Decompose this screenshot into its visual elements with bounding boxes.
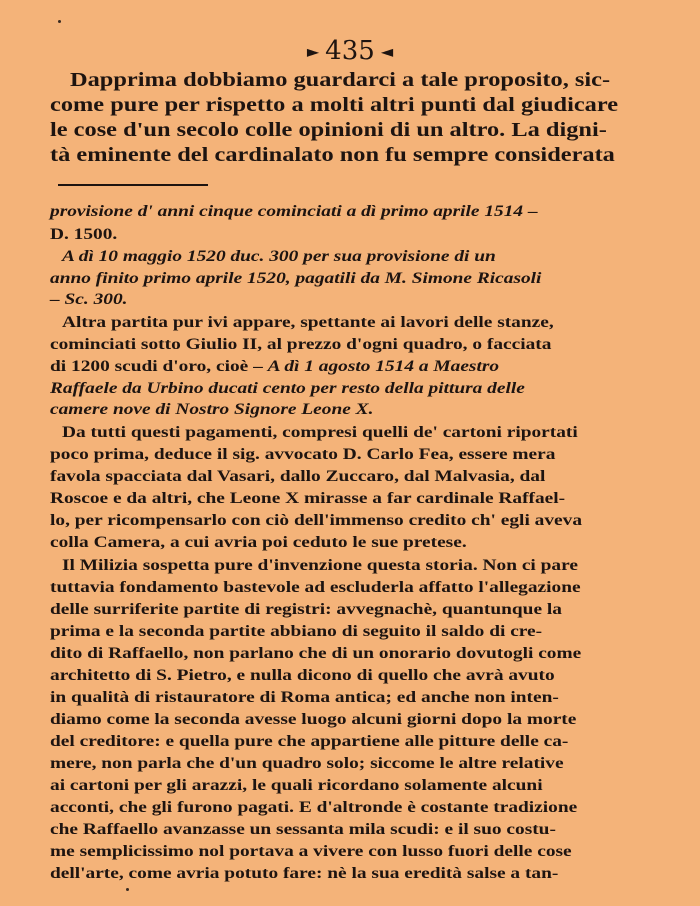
footnote-line: me semplicissimo nol portava a vivere con lusso fuori delle cose bbox=[50, 843, 572, 860]
footnote-line: Raffaele da Urbino ducati cento per resto della pittura delle bbox=[50, 380, 525, 397]
footnote-line: Altra partita pur ivi appare, spettante ai lavori delle stanze, bbox=[62, 314, 554, 331]
footnote-line: architetto di S. Pietro, e nulla dicono di quello che avrà avuto bbox=[50, 667, 555, 684]
footnote-line: cominciati sotto Giulio II, al prezzo d'ogni quadro, o facciata bbox=[50, 336, 552, 353]
footnote-text-italic: A dì 1 agosto 1514 a Maestro bbox=[267, 358, 500, 375]
footnote-line: mere, non parla che d'un quadro solo; siccome le altre relative bbox=[50, 755, 564, 772]
footnote-line: Da tutti questi pagamenti, compresi quelli de' cartoni riportati bbox=[62, 424, 578, 441]
footnote-rule bbox=[58, 184, 208, 186]
footnote-line: diamo come la seconda avesse luogo alcuni giorni dopo la morte bbox=[50, 711, 577, 728]
footnote-line: poco prima, deduce il sig. avvocato D. Carlo Fea, essere mera bbox=[50, 446, 556, 463]
footnote-line: D. 1500. bbox=[50, 226, 118, 243]
footnote-line: anno finito primo aprile 1520, pagatili da M. Simone Ricasoli bbox=[50, 270, 542, 287]
paper-speck bbox=[126, 888, 129, 891]
footnote-line: delle surriferite partite di registri: avvegnachè, quantunque la bbox=[50, 601, 562, 618]
footnote-line: lo, per ricompensarlo con ciò dell'immenso credito ch' egli aveva bbox=[50, 512, 583, 529]
footnote-line: in qualità di ristauratore di Roma antica; ed anche non inten- bbox=[50, 689, 559, 706]
main-text-line: tà eminente del cardinalato non fu sempre considerata bbox=[50, 145, 615, 166]
footnote-line: provisione d' anni cinque cominciati a dì primo aprile 1514 – bbox=[50, 203, 538, 220]
footnote-line: dell'arte, come avria potuto fare: nè la sua eredità salse a tan- bbox=[50, 865, 559, 882]
page-number: 435 bbox=[325, 36, 375, 66]
footnote-line: – Sc. 300. bbox=[50, 291, 128, 308]
paper-speck bbox=[58, 20, 61, 23]
main-text-line: le cose d'un secolo colle opinioni di un altro. La digni- bbox=[50, 120, 607, 141]
footnote-line: del creditore: e quella pure che appartiene alle pitture delle ca- bbox=[50, 733, 569, 750]
page-header bbox=[0, 36, 700, 67]
footnote-line: Il Milizia sospetta pure d'invenzione questa storia. Non ci pare bbox=[62, 557, 578, 574]
footnote-line: A dì 10 maggio 1520 duc. 300 per sua provisione di un bbox=[62, 248, 496, 265]
main-text-line: come pure per rispetto a molti altri punti dal giudicare bbox=[50, 95, 619, 116]
footnote-text: di 1200 scudi d'oro, cioè – bbox=[50, 358, 263, 375]
footnote-line: colla Camera, a cui avria poi ceduto le sue pretese. bbox=[50, 534, 467, 551]
footnote-line: tuttavia fondamento bastevole ad escluderla affatto l'allegazione bbox=[50, 579, 581, 596]
footnote-line: camere nove di Nostro Signore Leone X. bbox=[50, 401, 374, 418]
footnote-line bbox=[50, 358, 499, 376]
footnote-line: ai cartoni per gli arazzi, le quali ricordano solamente alcuni bbox=[50, 777, 543, 794]
left-ornament-icon: ► bbox=[306, 42, 320, 61]
footnote-line: acconti, che gli furono pagati. E d'altronde è costante tradizione bbox=[50, 799, 578, 816]
footnote-line: che Raffaello avanzasse un sessanta mila scudi: e il suo costu- bbox=[50, 821, 556, 838]
footnote-line: favola spacciata dal Vasari, dallo Zuccaro, dal Malvasia, dal bbox=[50, 468, 546, 485]
footnote-line: dito di Raffaello, non parlano che di un onorario dovutogli come bbox=[50, 645, 582, 662]
footnote-line: prima e la seconda partite abbiano di seguito il saldo di cre- bbox=[50, 623, 543, 640]
footnote-line: Roscoe e da altri, che Leone X mirasse a far cardinale Raffael- bbox=[50, 490, 566, 507]
right-ornament-icon: ◄ bbox=[380, 42, 394, 61]
main-text-line: Dapprima dobbiamo guardarci a tale proposito, sic- bbox=[70, 70, 611, 91]
